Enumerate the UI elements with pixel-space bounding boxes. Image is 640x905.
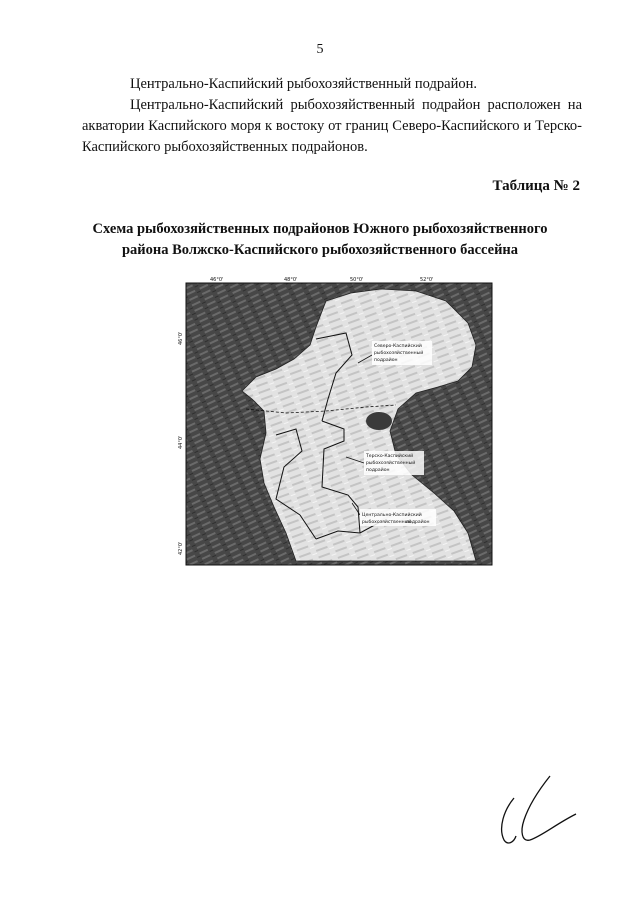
left-tick-label: 42°0' xyxy=(178,541,184,555)
top-tick-label: 46°0' xyxy=(210,277,224,283)
signature-strokes xyxy=(490,770,580,850)
caspian-subregions-map xyxy=(176,271,494,567)
subregion-heading: Центрально-Каспийский рыбохозяйственный подрайон. xyxy=(130,76,477,92)
label-tersk-caspian xyxy=(364,451,424,475)
left-tick-label: 46°0' xyxy=(178,331,184,345)
label-line: рыбохозяйственный xyxy=(374,351,424,356)
scheme-title-line-1: Схема рыбохозяйственных подрайонов Южного рыбохозяйственного xyxy=(92,221,548,237)
left-tick-label: 44°0' xyxy=(178,435,184,449)
label-line: Терско-Каспийский xyxy=(366,454,414,459)
label-line: подрайон xyxy=(406,520,430,525)
subregion-description: Центрально-Каспийский рыбохозяйственный подрайон расположен на акватории Каспийского моря к востоку от границ Северо-Каспийского и Терско-Каспийского рыбохозяйственных подрайонов. xyxy=(82,97,582,155)
label-north-caspian xyxy=(372,341,432,365)
kara-bogaz-bay xyxy=(366,412,392,430)
map-figure xyxy=(176,271,494,567)
top-tick-label: 48°0' xyxy=(284,277,298,283)
label-line: рыбохозяйственный xyxy=(366,461,416,466)
label-line: Северо-Каспийский xyxy=(374,344,422,349)
label-line: Центрально-Каспийский xyxy=(362,513,422,518)
scheme-title xyxy=(60,219,580,261)
label-line: рыбохозяйственный xyxy=(362,520,412,525)
page-number: 5 xyxy=(316,42,324,57)
label-central-caspian xyxy=(360,509,436,526)
handwritten-signature xyxy=(490,770,580,850)
label-line: подрайон xyxy=(366,468,390,473)
label-line: подрайон xyxy=(374,358,398,363)
table-label: Таблица № 2 xyxy=(492,178,580,194)
top-tick-label: 52°0' xyxy=(420,277,434,283)
top-tick-label: 50°0' xyxy=(350,277,364,283)
scheme-title-line-2: района Волжско-Каспийского рыбохозяйственного бассейна xyxy=(121,242,519,258)
